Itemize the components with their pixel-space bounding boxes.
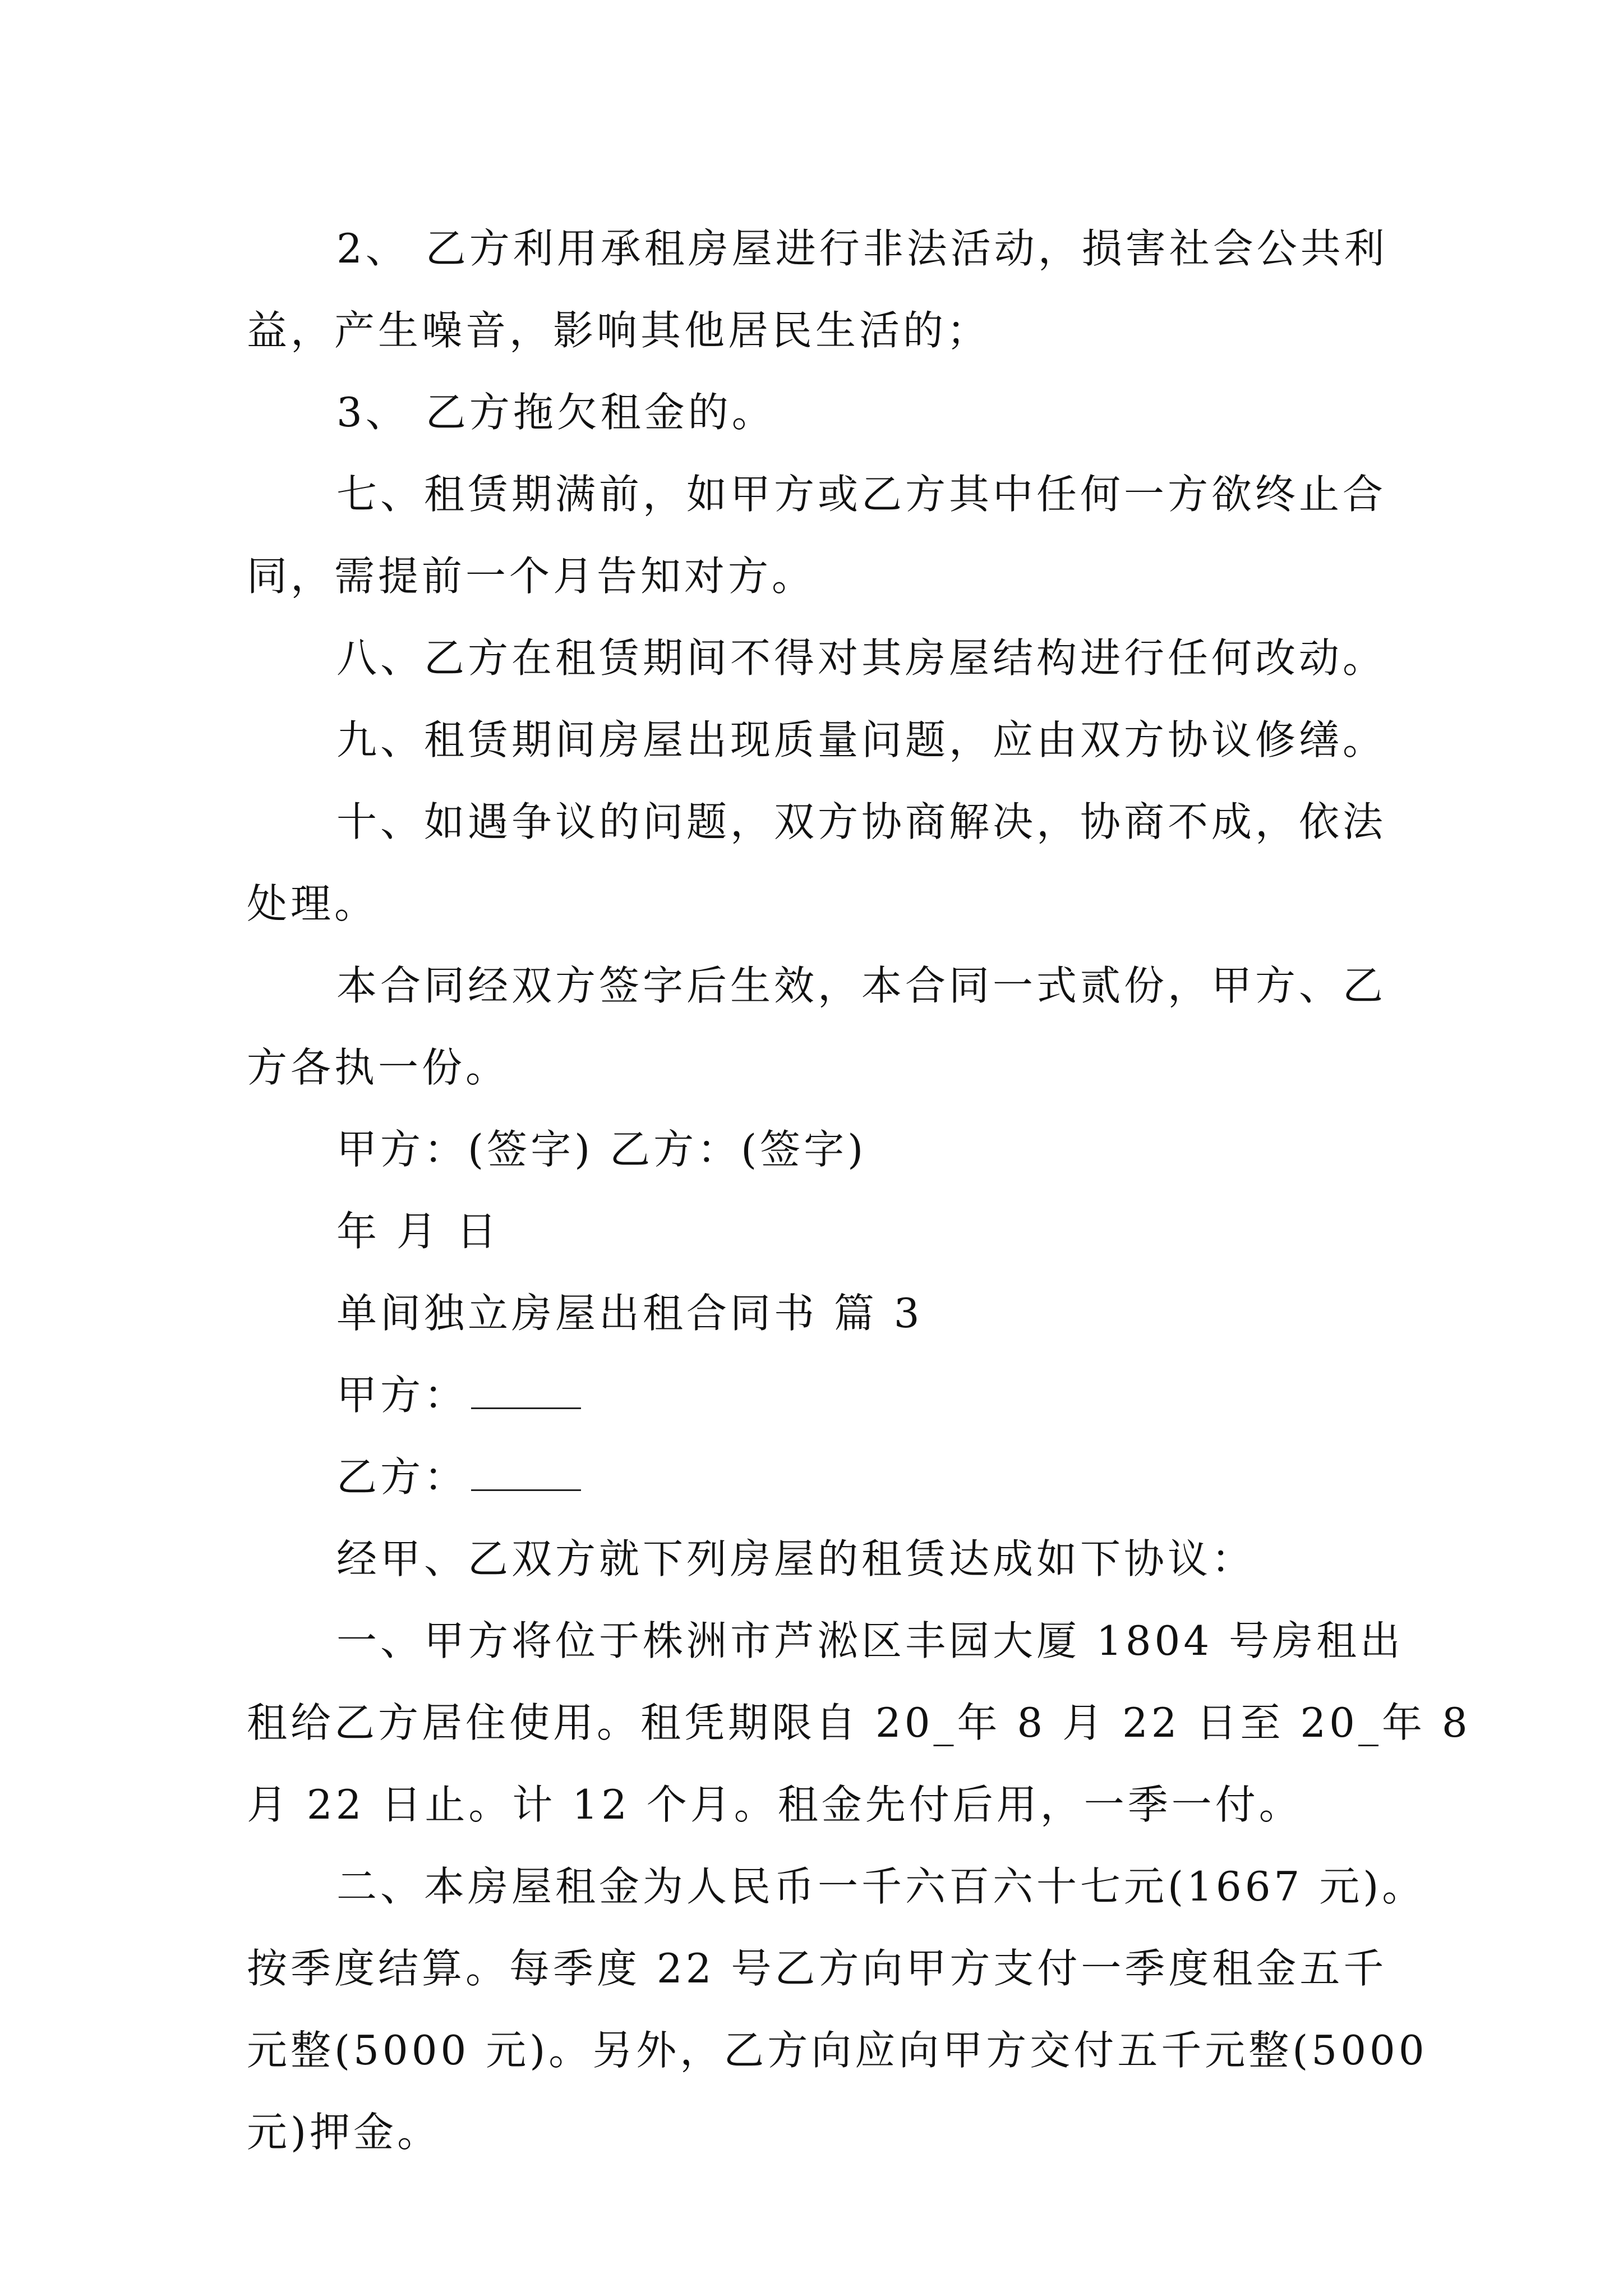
line-text: 十、如遇争议的问题，双方协商解决，协商不成，依法	[336, 798, 1387, 845]
paragraph-line	[247, 371, 1391, 453]
line-text: 二、本房屋租金为人民币一千六百六十七元(1667 元)。	[336, 1863, 1426, 1910]
paragraph-line	[247, 863, 1391, 945]
paragraph-line	[247, 1108, 1391, 1190]
paragraph-line	[247, 1272, 1391, 1354]
line-text: 一、甲方将位于株洲市芦淞区丰园大厦 1804 号房租出	[336, 1617, 1404, 1664]
paragraph-line	[247, 1436, 1391, 1518]
line-text: 甲方：	[336, 1372, 468, 1419]
paragraph-line	[247, 699, 1391, 781]
line-text: 月 22 日止。计 12 个月。租金先付后用，一季一付。	[247, 1781, 1303, 1828]
line-text: 元)押金。	[247, 2109, 441, 2156]
line-text: 租给乙方居住使用。租凭期限自 20_年 8 月 22 日至 20_年 8	[247, 1699, 1471, 1746]
line-text: 单间独立房屋出租合同书 篇 3	[336, 1290, 923, 1337]
line-text: 2、 乙方利用承租房屋进行非法活动，损害社会公共利	[336, 225, 1388, 272]
line-text: 元整(5000 元)。另外，乙方向应向甲方交付五千元整(5000	[247, 2027, 1428, 2074]
paragraph-line	[247, 1927, 1391, 2009]
line-text: 七、租赁期满前，如甲方或乙方其中任何一方欲终止合	[336, 471, 1387, 518]
fill-in-blank	[471, 1374, 581, 1409]
line-text: 益，产生噪音，影响其他居民生活的；	[247, 307, 991, 354]
line-text: 九、租赁期间房屋出现质量问题，应由双方协议修缮。	[336, 716, 1387, 763]
fill-in-blank	[471, 1456, 581, 1491]
paragraph-line	[247, 617, 1391, 699]
paragraph-line	[247, 453, 1391, 535]
paragraph-line	[247, 1600, 1404, 1682]
paragraph-line	[247, 2009, 1428, 2091]
paragraph-line	[247, 945, 1391, 1027]
document-page	[247, 208, 1471, 2173]
line-text: 本合同经双方签字后生效，本合同一式贰份，甲方、乙	[336, 962, 1387, 1009]
paragraph-line	[247, 1354, 1391, 1436]
paragraph-line	[247, 535, 1391, 617]
paragraph-line	[247, 1764, 1391, 1846]
line-text: 按季度结算。每季度 22 号乙方向甲方支付一季度租金五千	[247, 1945, 1387, 1992]
line-text: 处理。	[247, 880, 379, 927]
line-text: 同，需提前一个月告知对方。	[247, 553, 816, 600]
paragraph-line	[247, 208, 1391, 289]
paragraph-line	[247, 1518, 1391, 1600]
line-text: 乙方：	[336, 1453, 468, 1501]
line-text: 年 月 日	[336, 1208, 500, 1255]
paragraph-line	[247, 2091, 1391, 2173]
line-text: 甲方：(签字) 乙方：(签字)	[336, 1126, 867, 1173]
paragraph-line	[247, 1190, 1391, 1272]
paragraph-line	[247, 1682, 1471, 1764]
paragraph-line	[247, 781, 1391, 863]
line-text: 经甲、乙双方就下列房屋的租赁达成如下协议：	[336, 1535, 1256, 1582]
paragraph-line	[247, 1027, 1391, 1108]
paragraph-line	[247, 1846, 1426, 1927]
line-text: 方各执一份。	[247, 1044, 510, 1091]
paragraph-line	[247, 289, 1391, 371]
line-text: 八、乙方在租赁期间不得对其房屋结构进行任何改动。	[336, 634, 1387, 682]
line-text: 3、 乙方拖欠租金的。	[336, 389, 776, 436]
